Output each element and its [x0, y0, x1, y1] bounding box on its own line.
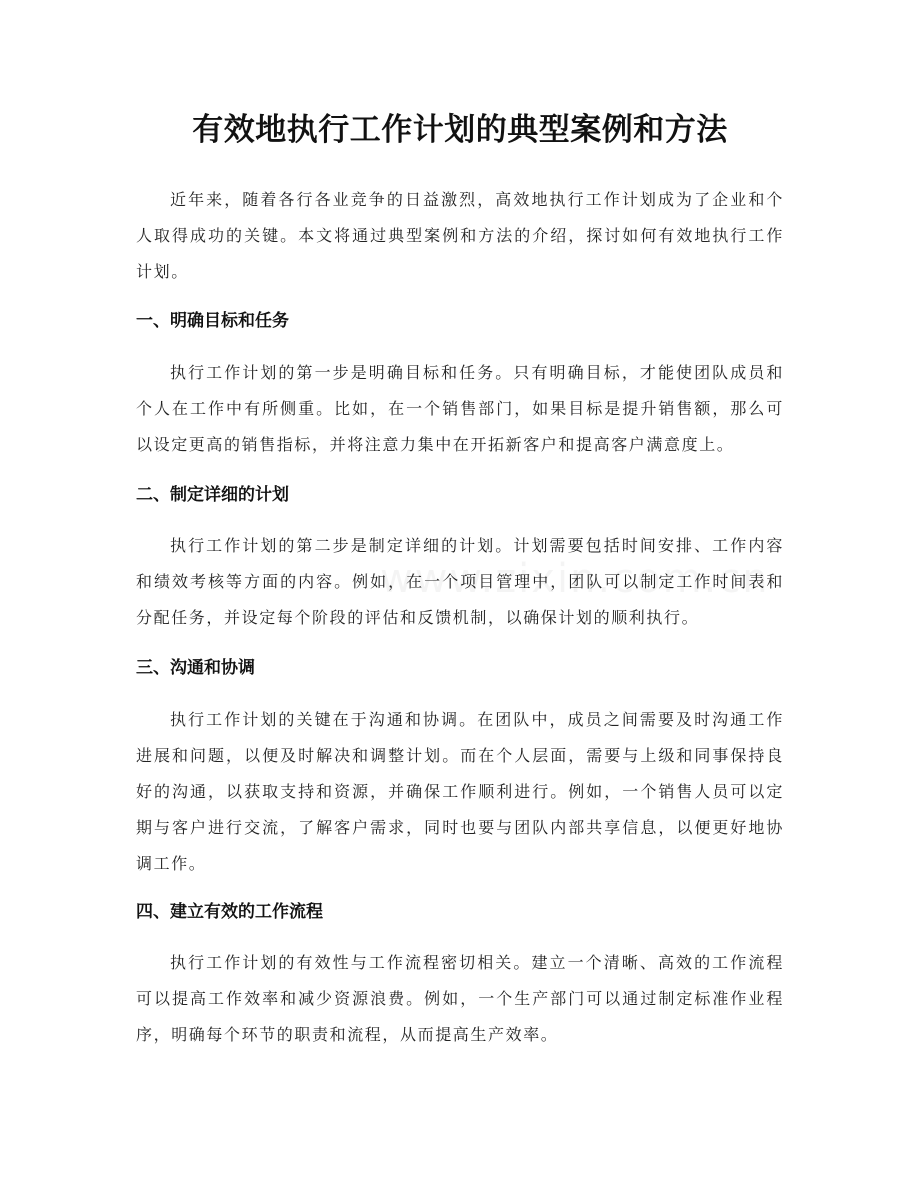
section-2-body: 执行工作计划的第二步是制定详细的计划。计划需要包括时间安排、工作内容和绩效考核等方面的内容。例如，在一个项目管理中，团队可以制定工作时间表和分配任务，并设定每个阶段的评估和反馈机制，以确保计划的顺利执行。: [136, 536, 784, 627]
section-1-heading: 一、明确目标和任务: [136, 311, 289, 331]
document-title: 有效地执行工作计划的典型案例和方法: [192, 112, 728, 148]
section-1-body: 执行工作计划的第一步是明确目标和任务。只有明确目标，才能使团队成员和个人在工作中有所侧重。比如，在一个销售部门，如果目标是提升销售额，那么可以设定更高的销售指标，并将注意力集中在开拓新客户和提高客户满意度上。: [136, 363, 784, 454]
section-3-heading: 三、沟通和协调: [136, 658, 255, 678]
section-2-heading: 二、制定详细的计划: [136, 485, 289, 505]
intro-paragraph: 近年来，随着各行各业竞争的日益激烈，高效地执行工作计划成为了企业和个人取得成功的关键。本文将通过典型案例和方法的介绍，探讨如何有效地执行工作计划。: [136, 190, 784, 281]
section-3-body: 执行工作计划的关键在于沟通和协调。在团队中，成员之间需要及时沟通工作进展和问题，以便及时解决和调整计划。而在个人层面，需要与上级和同事保持良好的沟通，以获取支持和资源，并确保工作顺利进行。例如，一个销售人员可以定期与客户进行交流，了解客户需求，同时也要与团队内部共享信息，以便更好地协调工作。: [136, 710, 784, 873]
section-4-body: 执行工作计划的有效性与工作流程密切相关。建立一个清晰、高效的工作流程可以提高工作效率和减少资源浪费。例如，一个生产部门可以通过制定标准作业程序，明确每个环节的职责和流程，从而提高生产效率。: [136, 953, 784, 1044]
section-4-heading: 四、建立有效的工作流程: [136, 902, 323, 922]
